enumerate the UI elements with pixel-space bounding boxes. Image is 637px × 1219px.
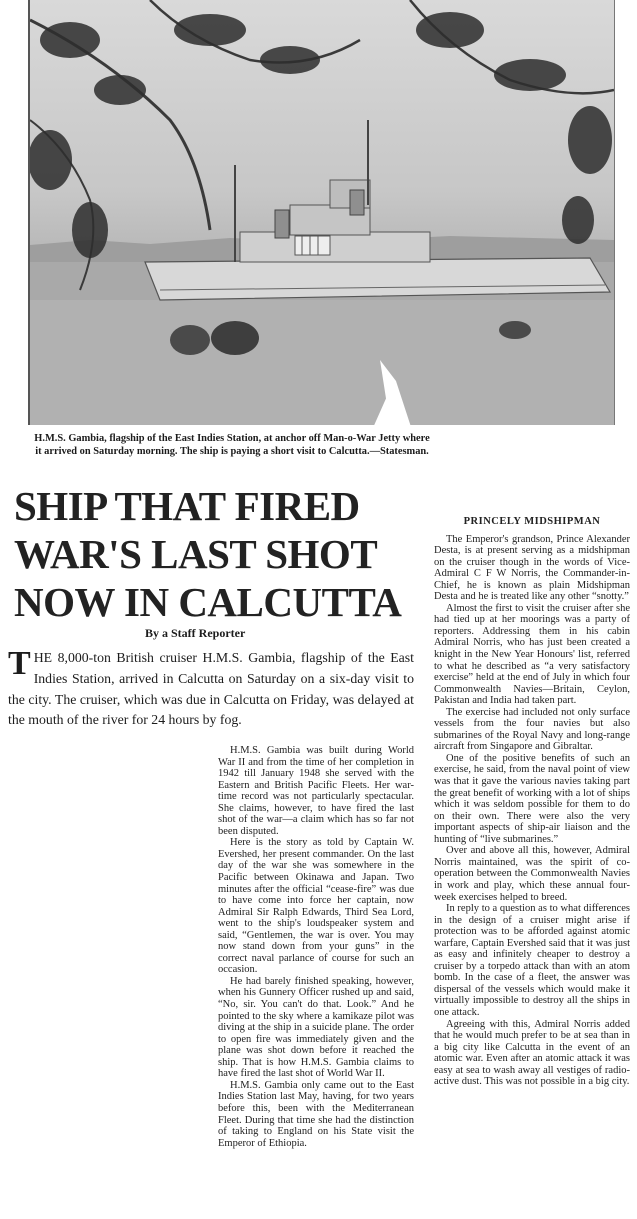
middle-column — [218, 745, 414, 1149]
drop-cap: T — [8, 645, 31, 682]
photo-caption: H.M.S. Gambia, flagship of the East Indies Station, at anchor off Man-o-War Jetty where it arrived on Saturday morning. The ship is paying a short visit to Calcutta.—Statesman. — [34, 433, 430, 457]
right-paragraph: Agreeing with this, Admiral Norris added that he would much prefer to be at sea than in a big city like Calcutta in the event of an atomic war. Even after an atomic attack it was easy at sea to wash away all vestiges of radio-active dust. This was not possible in a big city. — [434, 1018, 630, 1088]
lede-paragraph — [8, 645, 414, 731]
section-heading: PRINCELY MIDSHIPMAN — [463, 516, 601, 527]
middle-paragraph: H.M.S. Gambia was built during World War II and from the time of her completion in 1942 till January 1948 she served with the Eastern and British Pacific Fleets. Her war-time record was not particularly spectacular. She claims, however, to have fired the last shot of the war—a claim which has so far not been disputed. — [218, 745, 414, 837]
right-paragraph: The Emperor's grandson, Prince Alexander Desta, is at present serving as a midshipman on the cruiser though in the words of Vice-Admiral C F W Norris, the Commander-in-Chief, he is known as plain Midshipman Desta and he is treated like any other “snotty.” — [434, 533, 630, 603]
middle-paragraph: H.M.S. Gambia only came out to the East Indies Station last May, having, for two years before this, been with the Mediterranean Fleet. During that time she had the distinction of taking to England on his State visit the Emperor of Ethiopia. — [218, 1079, 414, 1149]
right-paragraph: The exercise had included not only surface vessels from the four navies but also submarines of the Royal Navy and long-range aircraft from Singapore and Gibraltar. — [434, 706, 630, 753]
headline-line-3: NOW IN CALCUTTA — [14, 579, 402, 625]
warship-photo-icon — [30, 0, 614, 425]
middle-paragraph: Here is the story as told by Captain W. Evershed, her present commander. On the last day of the war she was somewhere in the Pacific between Okinawa and Japan. Two minutes after the official “cease-fire” was due to have come into force her captain, now Admiral Sir Ralph Edwards, Third Sea Lord, went to the ship's loudspeaker system and said, “Gentlemen, the war is over. You may now stand down from your guns” in the correct naval parlance of course for such an occasion. — [218, 837, 414, 976]
right-paragraph: In reply to a question as to what differences in the design of a cruiser might arise if protection was to be afforded against atomic warfare, Captain Evershed said that it was just as easy and infinitely cheaper to destroy a cruiser by a torpedo attack than with an atom bomb. In the case of a fleet, the answer was dispersal of the vessels which would make it virtually impossible to destroy all the ships in one attack. — [434, 903, 630, 1018]
byline: By a Staff Reporter — [145, 626, 246, 640]
headline-line-1: SHIP THAT FIRED — [14, 483, 360, 529]
lede-text: HE 8,000-ton British cruiser H.M.S. Gambia, flagship of the East Indies Station, arrived in Calcutta on Saturday on a six-day visit to the city. The cruiser, which was due in Calcutta on Friday, was delayed at the mouth of the river for 24 hours by fog. — [8, 650, 414, 728]
right-column — [434, 516, 630, 1088]
right-paragraph: Over and above all this, however, Admiral Norris maintained, was the spirit of co-operation between the Commonwealth Navies in work and play, which these annual four-week exercises helped to breed. — [434, 845, 630, 903]
headline-line-2: WAR'S LAST SHOT — [14, 531, 378, 577]
right-paragraph: Almost the first to visit the cruiser after she had tied up at her moorings was a party of reporters. Addressing them in his cabin Admiral Norris, who has just been created a knight in the New Year Honours' list, referred to what he described as “a very satisfactory exercise” held at the end of July in which four Commonwealth Navies—Britain, Ceylon, Pakistan and India had taken part. — [434, 602, 630, 707]
right-paragraph: One of the positive benefits of such an exercise, he said, from the naval point of view was that it gave the various navies taking part the great benefit of working with a lot of ships which it was seldom possible for them to do on their own. There were also the very important aspects of ship-air liaison and the hunting of “live submarines.” — [434, 752, 630, 845]
headline — [14, 482, 416, 626]
middle-paragraph: He had barely finished speaking, however, when his Gunnery Officer rushed up and said, “No, sir. You can't do that. Look.” And he pointed to the sky where a kamikaze pilot was diving at the ship in a suicide plane. The order to open fire was immediately given and the plane was shot down before it reached the ship. That is how H.M.S. Gambia claims to have fired the last shot of World War II. — [218, 975, 414, 1080]
warship-photo — [28, 0, 615, 425]
